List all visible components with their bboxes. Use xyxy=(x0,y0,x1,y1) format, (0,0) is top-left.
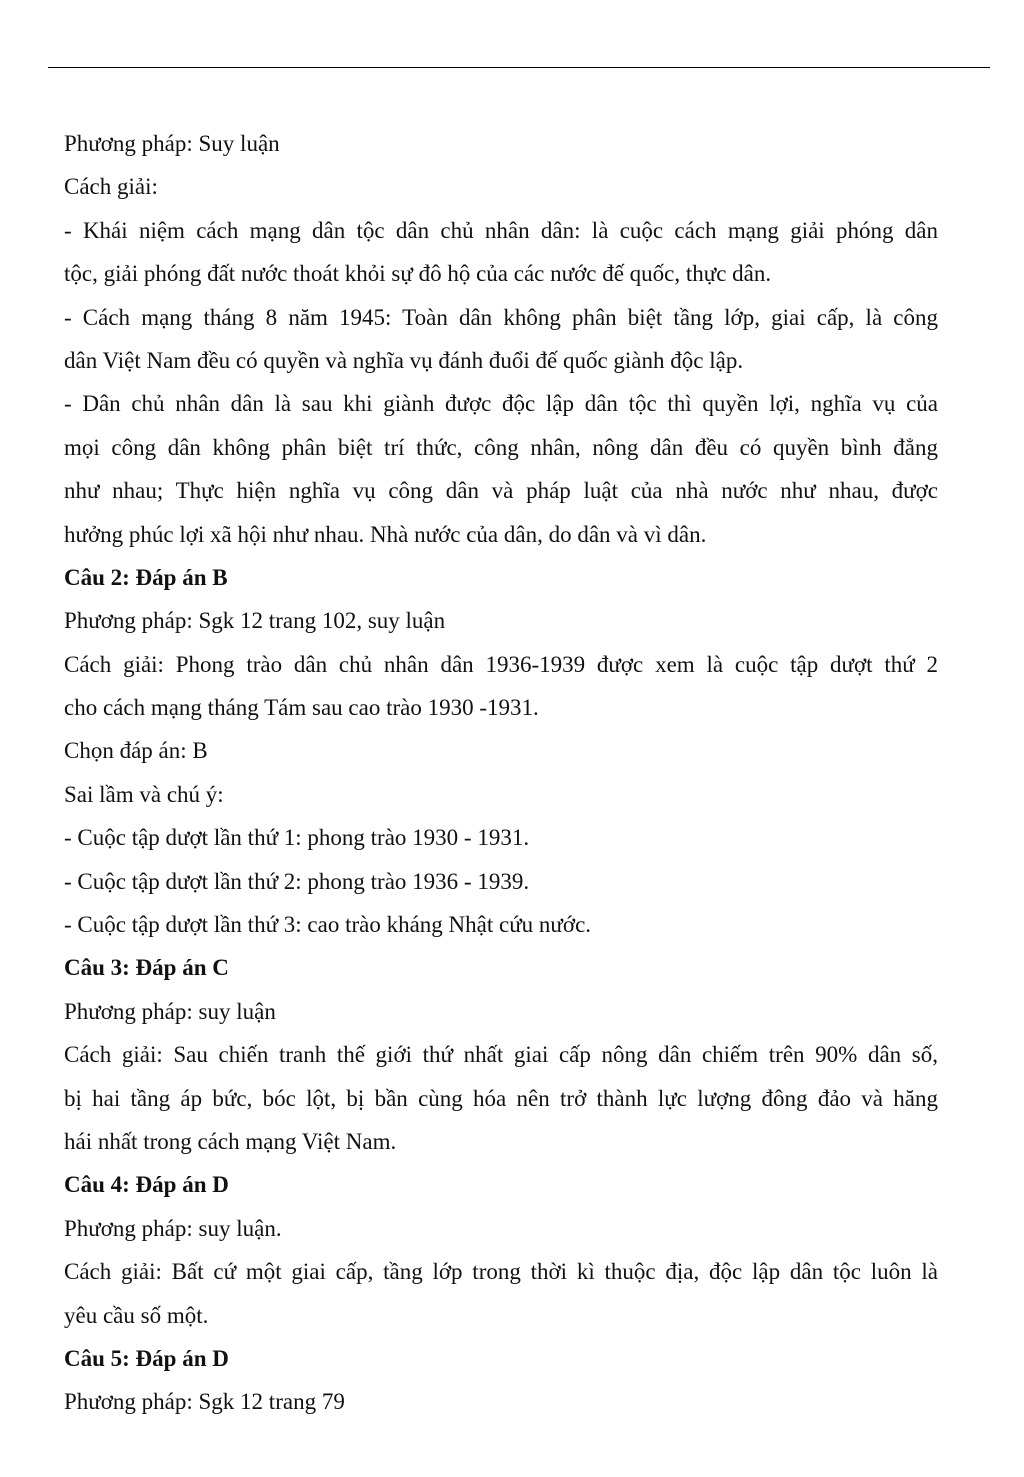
text-line: tộc, giải phóng đất nước thoát khỏi sự đô hộ của các nước đế quốc, thực dân. xyxy=(64,261,772,287)
text-line: Phương pháp: suy luận. xyxy=(64,1215,282,1241)
text-line: như nhau; Thực hiện nghĩa vụ công dân và pháp luật của nhà nước như nhau, được xyxy=(64,478,938,504)
text-line: Phương pháp: Suy luận xyxy=(64,131,280,156)
text-line: - Cách mạng tháng 8 năm 1945: Toàn dân không phân biệt tầng lớp, giai cấp, là công xyxy=(64,304,938,330)
question-heading: Câu 4: Đáp án D xyxy=(64,1172,229,1198)
text-line: Chọn đáp án: B xyxy=(64,738,208,764)
text-line: Cách giải: Bất cứ một giai cấp, tầng lớp trong thời kì thuộc địa, độc lập dân tộc luôn là xyxy=(64,1259,938,1285)
text-line: Cách giải: Sau chiến tranh thế giới thứ nhất giai cấp nông dân chiếm trên 90% dân số, xyxy=(64,1042,938,1068)
text-line: Phương pháp: suy luận xyxy=(64,998,276,1024)
text-line: - Cuộc tập dượt lần thứ 2: phong trào 1936 - 1939. xyxy=(64,868,530,894)
text-line: - Cuộc tập dượt lần thứ 1: phong trào 1930 - 1931. xyxy=(64,825,530,851)
question-heading: Câu 2: Đáp án B xyxy=(64,564,228,590)
text-line: Cách giải: xyxy=(64,174,158,200)
question-heading: Câu 3: Đáp án C xyxy=(64,955,229,981)
header-rule xyxy=(48,67,990,68)
text-line: dân Việt Nam đều có quyền và nghĩa vụ đánh đuổi đế quốc giành độc lập. xyxy=(64,347,744,373)
text-line: Sai lầm và chú ý: xyxy=(64,781,224,807)
text-line: Cách giải: Phong trào dân chủ nhân dân 1936-1939 được xem là cuộc tập dượt thứ 2 xyxy=(64,651,938,677)
text-line: bị hai tầng áp bức, bóc lột, bị bần cùng hóa nên trở thành lực lượng đông đảo và hăng xyxy=(64,1085,938,1111)
text-line: mọi công dân không phân biệt trí thức, công nhân, nông dân đều có quyền bình đẳng xyxy=(64,434,938,460)
text-line: hái nhất trong cách mạng Việt Nam. xyxy=(64,1128,397,1154)
text-line: hưởng phúc lợi xã hội như nhau. Nhà nước của dân, do dân và vì dân. xyxy=(64,521,707,547)
text-line: cho cách mạng tháng Tám sau cao trào 1930 -1931. xyxy=(64,695,539,721)
text-line: Phương pháp: Sgk 12 trang 102, suy luận xyxy=(64,608,446,634)
question-heading: Câu 5: Đáp án D xyxy=(64,1345,229,1371)
text-line: - Cuộc tập dượt lần thứ 3: cao trào kháng Nhật cứu nước. xyxy=(64,912,592,938)
document-body xyxy=(64,122,938,1424)
text-line: - Dân chủ nhân dân là sau khi giành được độc lập dân tộc thì quyền lợi, nghĩa vụ của xyxy=(64,391,938,417)
text-line: yêu cầu số một. xyxy=(64,1302,209,1328)
text-line: Phương pháp: Sgk 12 trang 79 xyxy=(64,1389,345,1415)
text-line: - Khái niệm cách mạng dân tộc dân chủ nhân dân: là cuộc cách mạng giải phóng dân xyxy=(64,217,938,243)
